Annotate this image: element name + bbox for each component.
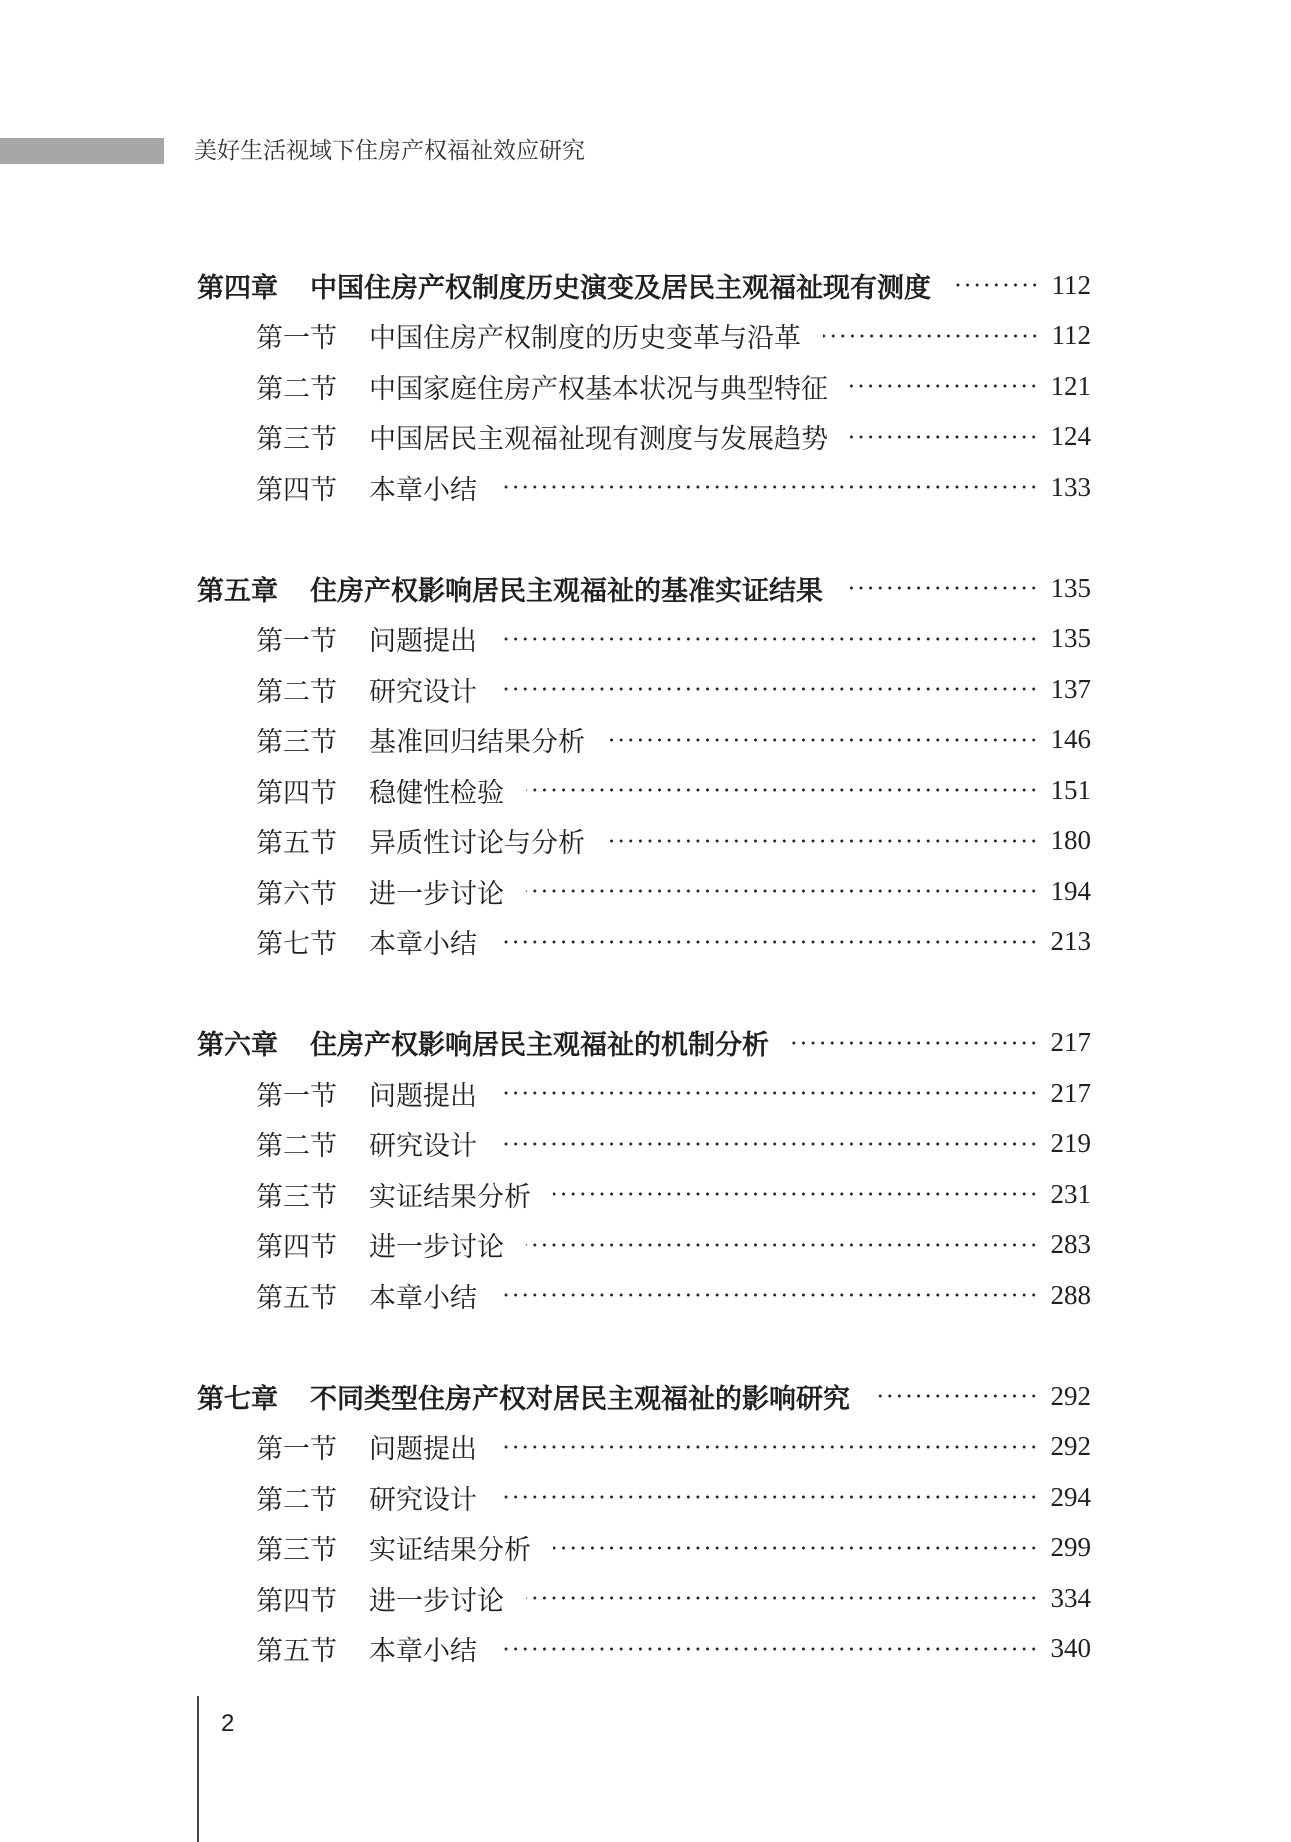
dot-leader <box>845 585 1039 591</box>
entry-page: 194 <box>1050 875 1091 906</box>
toc-section[interactable] <box>197 866 1091 917</box>
entry-number: 第三节 <box>256 1535 337 1567</box>
dot-leader <box>526 787 1039 793</box>
entry-number: 第二节 <box>256 676 337 708</box>
dot-leader <box>499 1292 1039 1298</box>
entry-number: 第二节 <box>256 1131 337 1163</box>
entry-number: 第七节 <box>256 929 337 961</box>
spacer <box>197 513 1091 564</box>
entry-title: 中国住房产权制度历史演变及居民主观福祉现有测度 <box>310 272 931 304</box>
entry-page: 292 <box>1050 1380 1091 1411</box>
entry-page: 340 <box>1050 1633 1091 1664</box>
entry-page: 135 <box>1050 623 1091 654</box>
entry-title: 本章小结 <box>369 929 477 961</box>
entry-number: 第四节 <box>256 1232 337 1264</box>
toc-section[interactable] <box>197 664 1091 715</box>
dot-leader <box>499 1141 1039 1147</box>
entry-number: 第五节 <box>256 1636 337 1668</box>
dot-leader <box>499 686 1039 692</box>
toc-section[interactable] <box>197 1220 1091 1271</box>
entry-title: 本章小结 <box>369 1636 477 1668</box>
entry-page: 146 <box>1050 724 1091 755</box>
entry-title: 中国家庭住房产权基本状况与典型特征 <box>369 373 828 405</box>
entry-page: 112 <box>1051 320 1091 351</box>
entry-page: 334 <box>1050 1582 1091 1613</box>
dot-leader <box>499 484 1039 490</box>
dot-leader <box>850 434 1039 440</box>
entry-number: 第六节 <box>256 878 337 910</box>
entry-page: 213 <box>1050 926 1091 957</box>
entry-title: 问题提出 <box>369 1434 477 1466</box>
entry-page: 133 <box>1050 471 1091 502</box>
entry-number: 第五节 <box>256 828 337 860</box>
toc-section[interactable] <box>197 614 1091 665</box>
toc-chapter[interactable] <box>197 1371 1091 1422</box>
entry-page: 294 <box>1050 1481 1091 1512</box>
toc-section[interactable] <box>197 1169 1091 1220</box>
dot-leader <box>953 282 1040 288</box>
dot-leader <box>791 1040 1039 1046</box>
toc-section[interactable] <box>197 1472 1091 1523</box>
dot-leader <box>607 838 1039 844</box>
dot-leader <box>499 1444 1039 1450</box>
toc-section[interactable] <box>197 917 1091 968</box>
page-number: 2 <box>221 1710 235 1737</box>
entry-page: 151 <box>1050 774 1091 805</box>
entry-page: 283 <box>1050 1229 1091 1260</box>
entry-page: 112 <box>1051 269 1091 300</box>
toc-chapter[interactable] <box>197 1018 1091 1069</box>
dot-leader <box>499 1090 1039 1096</box>
entry-title: 研究设计 <box>369 1131 477 1163</box>
toc-chapter[interactable] <box>197 260 1091 311</box>
dot-leader <box>823 333 1040 339</box>
entry-title: 住房产权影响居民主观福祉的机制分析 <box>310 1030 769 1062</box>
toc-section[interactable] <box>197 361 1091 412</box>
dot-leader <box>526 888 1039 894</box>
entry-number: 第五章 <box>197 575 278 607</box>
table-of-contents <box>197 260 1091 1674</box>
entry-title: 中国居民主观福祉现有测度与发展趋势 <box>369 424 828 456</box>
entry-number: 第三节 <box>256 1181 337 1213</box>
entry-page: 292 <box>1050 1431 1091 1462</box>
entry-title: 基准回归结果分析 <box>369 727 585 759</box>
entry-title: 本章小结 <box>369 474 477 506</box>
dot-leader <box>499 939 1039 945</box>
dot-leader <box>850 383 1039 389</box>
toc-section[interactable] <box>197 1573 1091 1624</box>
toc-section[interactable] <box>197 1422 1091 1473</box>
toc-section[interactable] <box>197 1068 1091 1119</box>
entry-title: 问题提出 <box>369 626 477 658</box>
toc-section[interactable] <box>197 1624 1091 1675</box>
toc-section[interactable] <box>197 765 1091 816</box>
dot-leader <box>526 1242 1039 1248</box>
spacer <box>197 1321 1091 1372</box>
entry-number: 第三节 <box>256 424 337 456</box>
toc-section[interactable] <box>197 1523 1091 1574</box>
entry-page: 180 <box>1050 825 1091 856</box>
toc-section[interactable] <box>197 715 1091 766</box>
entry-page: 137 <box>1050 673 1091 704</box>
toc-section[interactable] <box>197 462 1091 513</box>
toc-section[interactable] <box>197 816 1091 867</box>
entry-title: 研究设计 <box>369 1484 477 1516</box>
toc-section[interactable] <box>197 1270 1091 1321</box>
entry-page: 219 <box>1050 1128 1091 1159</box>
dot-leader <box>607 737 1039 743</box>
entry-title: 稳健性检验 <box>369 777 504 809</box>
entry-number: 第二节 <box>256 1484 337 1516</box>
dot-leader <box>553 1191 1039 1197</box>
entry-number: 第二节 <box>256 373 337 405</box>
entry-title: 问题提出 <box>369 1080 477 1112</box>
entry-number: 第一节 <box>256 1434 337 1466</box>
dot-leader <box>499 1494 1039 1500</box>
toc-section[interactable] <box>197 1119 1091 1170</box>
entry-number: 第三节 <box>256 727 337 759</box>
toc-section[interactable] <box>197 311 1091 362</box>
entry-page: 231 <box>1050 1178 1091 1209</box>
dot-leader <box>499 636 1039 642</box>
entry-number: 第七章 <box>197 1383 278 1415</box>
footer-rule <box>197 1696 199 1842</box>
entry-page: 124 <box>1050 421 1091 452</box>
entry-page: 299 <box>1050 1532 1091 1563</box>
spacer <box>197 967 1091 1018</box>
entry-title: 实证结果分析 <box>369 1181 531 1213</box>
entry-number: 第一节 <box>256 1080 337 1112</box>
entry-number: 第一节 <box>256 323 337 355</box>
entry-title: 异质性讨论与分析 <box>369 828 585 860</box>
entry-title: 不同类型住房产权对居民主观福祉的影响研究 <box>310 1383 850 1415</box>
entry-number: 第五节 <box>256 1282 337 1314</box>
dot-leader <box>872 1393 1039 1399</box>
entry-number: 第一节 <box>256 626 337 658</box>
entry-title: 中国住房产权制度的历史变革与沿革 <box>369 323 801 355</box>
entry-page: 135 <box>1050 572 1091 603</box>
entry-title: 进一步讨论 <box>369 1585 504 1617</box>
dot-leader <box>526 1595 1039 1601</box>
entry-page: 121 <box>1050 370 1091 401</box>
entry-number: 第四节 <box>256 777 337 809</box>
dot-leader <box>553 1545 1039 1551</box>
entry-number: 第六章 <box>197 1030 278 1062</box>
entry-title: 进一步讨论 <box>369 878 504 910</box>
entry-title: 进一步讨论 <box>369 1232 504 1264</box>
entry-number: 第四章 <box>197 272 278 304</box>
header-bar <box>0 138 164 164</box>
entry-page: 288 <box>1050 1279 1091 1310</box>
entry-number: 第四节 <box>256 474 337 506</box>
dot-leader <box>499 1646 1039 1652</box>
entry-title: 研究设计 <box>369 676 477 708</box>
entry-title: 实证结果分析 <box>369 1535 531 1567</box>
toc-chapter[interactable] <box>197 563 1091 614</box>
entry-page: 217 <box>1050 1027 1091 1058</box>
entry-title: 本章小结 <box>369 1282 477 1314</box>
toc-section[interactable] <box>197 412 1091 463</box>
entry-number: 第四节 <box>256 1585 337 1617</box>
entry-title: 住房产权影响居民主观福祉的基准实证结果 <box>310 575 823 607</box>
running-header-title: 美好生活视域下住房产权福祉效应研究 <box>194 138 585 164</box>
entry-page: 217 <box>1050 1077 1091 1108</box>
